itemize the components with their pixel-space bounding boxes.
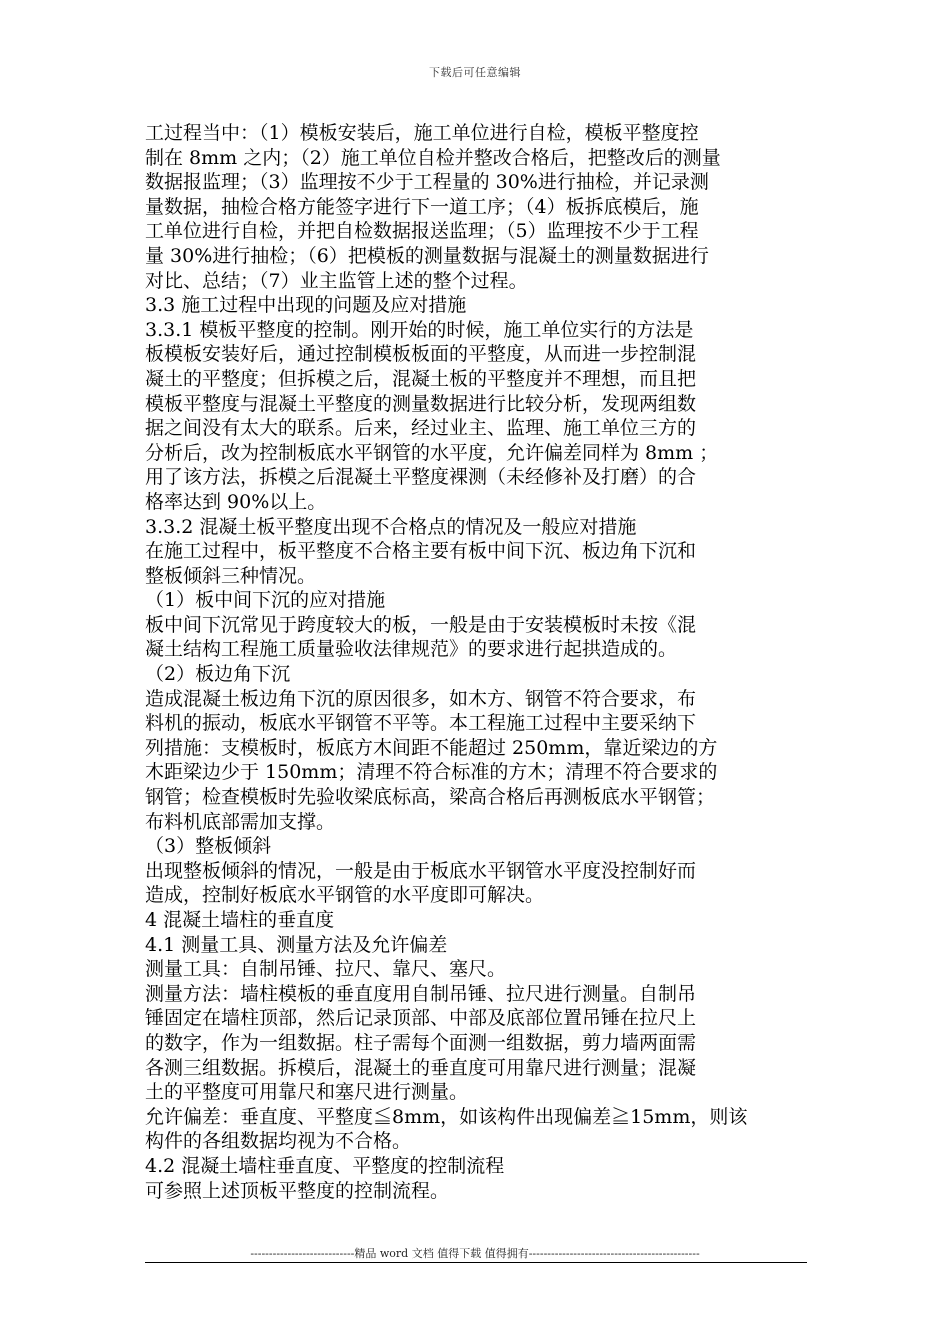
text-line: 造成，控制好板底水平钢管的水平度即可解决。 bbox=[145, 884, 545, 907]
text-line: 的数字，作为一组数据。柱子需每个面测一组数据，剪力墙两面需 bbox=[145, 1031, 697, 1054]
text-line: 模板平整度与混凝土平整度的测量数据进行比较分析，发现两组数 bbox=[145, 392, 697, 415]
text-line: 各测三组数据。拆模后，混凝土的垂直度可用靠尺进行测量；混凝 bbox=[145, 1056, 697, 1079]
text-line: 量数据，抽检合格方能签字进行下一道工序；（4）板拆底模后，施 bbox=[145, 195, 699, 218]
text-line: 测量工具：自制吊锤、拉尺、靠尺、塞尺。 bbox=[145, 958, 507, 981]
text-line: （2）板边角下沉 bbox=[145, 663, 291, 686]
text-line: 板中间下沉常见于跨度较大的板，一般是由于安装模板时未按《混 bbox=[145, 613, 697, 636]
text-line: 土的平整度可用靠尺和塞尺进行测量。 bbox=[145, 1081, 469, 1104]
text-line: 允许偏差：垂直度、平整度≦8mm，如该构件出现偏差≧15mm，则该 bbox=[145, 1105, 748, 1128]
text-line: 分析后，改为控制板底水平钢管的水平度，允许偏差同样为 8mm ； bbox=[145, 441, 719, 464]
text-line: 料机的振动，板底水平钢管不平等。本工程施工过程中主要采纳下 bbox=[145, 712, 697, 735]
text-line: 工过程当中：（1）模板安装后，施工单位进行自检，模板平整度控 bbox=[145, 122, 699, 144]
text-line: （3）整板倾斜 bbox=[145, 835, 272, 858]
text-line: 在施工过程中，板平整度不合格主要有板中间下沉、板边角下沉和 bbox=[145, 540, 697, 563]
page-header: 下载后可任意编辑 bbox=[429, 66, 521, 79]
text-line: 4 混凝土墙柱的垂直度 bbox=[145, 909, 335, 931]
text-line: 格率达到 90%以上。 bbox=[145, 490, 327, 513]
text-line: 3.3.1 模板平整度的控制。刚开始的时候，施工单位实行的方法是 bbox=[145, 318, 694, 341]
text-line: 凝土结构工程施工质量验收法律规范》的要求进行起拱造成的。 bbox=[145, 638, 678, 661]
text-line: 测量方法：墙柱模板的垂直度用自制吊锤、拉尺进行测量。自制吊 bbox=[145, 982, 697, 1005]
text-line: 用了该方法，拆模之后混凝土平整度裸测（未经修补及打磨）的合 bbox=[145, 466, 697, 489]
text-line: 3.3.2 混凝土板平整度出现不合格点的情况及一般应对措施 bbox=[145, 515, 637, 538]
footer-divider bbox=[145, 1262, 807, 1263]
text-line: 列措施：支模板时，板底方木间距不能超过 250mm，靠近梁边的方 bbox=[145, 736, 718, 759]
text-line: 凝土的平整度；但拆模之后，混凝土板的平整度并不理想，而且把 bbox=[145, 367, 697, 390]
document-body bbox=[145, 121, 809, 1203]
text-line: 4.2 混凝土墙柱垂直度、平整度的控制流程 bbox=[145, 1154, 505, 1177]
text-line: 布料机底部需加支撑。 bbox=[145, 810, 336, 833]
text-line: 3.3 施工过程中出现的问题及应对措施 bbox=[145, 294, 467, 317]
page-footer: ----------------------------精品 word 文档 值得下载 值得拥有---------------------------------------------- bbox=[250, 1247, 700, 1260]
text-line: 4.1 测量工具、测量方法及允许偏差 bbox=[145, 933, 448, 956]
text-line: 整板倾斜三种情况。 bbox=[145, 564, 317, 587]
text-line: 对比、总结；（7）业主监管上述的整个过程。 bbox=[145, 269, 528, 292]
text-line: 据之间没有太大的联系。后来，经过业主、监理、施工单位三方的 bbox=[145, 417, 697, 440]
text-line: 数据报监理；（3）监理按不少于工程量的 30%进行抽检，并记录测 bbox=[145, 171, 709, 194]
text-line: 造成混凝土板边角下沉的原因很多，如木方、钢管不符合要求，布 bbox=[145, 687, 697, 710]
text-line: 制在 8mm 之内；（2）施工单位自检并整改合格后，把整改后的测量 bbox=[145, 146, 721, 169]
text-line: （1）板中间下沉的应对措施 bbox=[145, 589, 386, 612]
text-line: 工单位进行自检，并把自检数据报送监理；（5）监理按不少于工程 bbox=[145, 220, 699, 243]
text-line: 板模板安装好后，通过控制模板板面的平整度，从而进一步控制混 bbox=[145, 343, 697, 366]
text-line: 出现整板倾斜的情况，一般是由于板底水平钢管水平度没控制好而 bbox=[145, 859, 697, 882]
text-line: 构件的各组数据均视为不合格。 bbox=[145, 1130, 412, 1153]
text-line: 钢管；检查模板时先验收梁底标高，梁高合格后再测板底水平钢管； bbox=[145, 786, 716, 809]
text-line: 可参照上述顶板平整度的控制流程。 bbox=[145, 1179, 450, 1202]
text-line: 量 30%进行抽检；（6）把模板的测量数据与混凝土的测量数据进行 bbox=[145, 244, 709, 267]
text-line: 锤固定在墙柱顶部，然后记录顶部、中部及底部位置吊锤在拉尺上 bbox=[145, 1007, 697, 1030]
text-line: 木距梁边少于 150mm；清理不符合标准的方木；清理不符合要求的 bbox=[145, 761, 718, 784]
